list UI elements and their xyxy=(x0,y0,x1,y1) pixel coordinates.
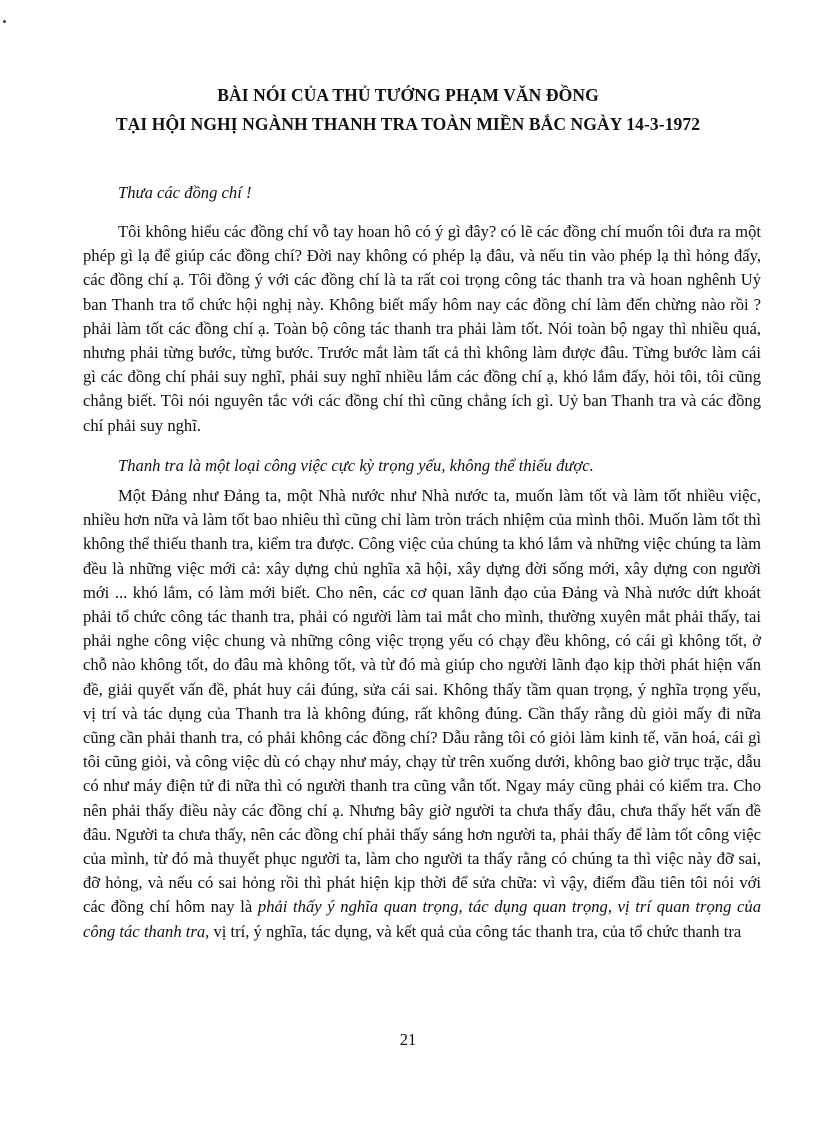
page-number: 21 xyxy=(399,1030,417,1049)
document-title-line-2: TẠI HỘI NGHỊ NGÀNH THANH TRA TOÀN MIỀN BẮC NGÀY 14-3-1972 xyxy=(115,114,701,134)
salutation: Thưa các đồng chí ! xyxy=(118,183,252,202)
paragraph-1: Tôi không hiểu các đồng chí vỗ tay hoan hô có ý gì đây? có lẽ các đồng chí muốn tôi đưa ra một phép gì lạ để giúp các đồng chí? Đời nay không có phép lạ đâu, và nếu tin vào phép lạ thì hỏng đấy, các đồng chí ạ. Tôi đồng ý với các đồng chí là ta rất coi trọng công tác thanh tra và hoan nghênh Uỷ ban Thanh tra tổ chức hội nghị này. Không biết mấy hôm nay các đồng chí làm đến chừng nào rồi ? phải làm tốt các đồng chí ạ. Toàn bộ công tác thanh tra phải làm tốt. Nói toàn bộ ngay thì nhiều quá, nhưng phải từng bước, từng bước. Trước mắt làm tất cả thì không làm được đâu. Từng bước làm cái gì các đồng chí phải suy nghĩ, phải suy nghĩ nhiều lắm các đồng chí ạ, khó lắm đấy, hỏi tôi, tôi cũng chẳng biết. Tôi nói nguyên tắc với các đồng chí thì cũng chẳng ích gì. Uỷ ban Thanh tra và các đồng chí phải suy nghĩ. xyxy=(83,222,761,435)
section-subheading: Thanh tra là một loại công việc cực kỳ trọng yếu, không thể thiếu được. xyxy=(118,456,594,475)
scan-edge-speck xyxy=(3,20,6,23)
paragraph-2-main-text: Một Đảng như Đảng ta, một Nhà nước như Nhà nước ta, muốn làm tốt và làm tốt nhiều việc, nhiều hơn nữa và làm tốt bao nhiêu thì cũng chỉ làm tròn trách nhiệm của mình thôi. Muốn làm tốt thì không thể thiếu thanh tra, kiểm tra được. Công việc của chúng ta khó lắm và những việc chúng ta làm đều là những việc mới cả: xây dựng chủ nghĩa xã hội, xây dựng đời sống mới, xây dựng con người mới ... khó lắm, có làm mới biết. Cho nên, các cơ quan lãnh đạo của Đảng và Nhà nước dứt khoát phải tổ chức công tác thanh tra, phải có người làm tai mắt cho mình, thường xuyên mắt phải thấy, tai phải nghe công việc chung và những công việc trọng yếu có chạy đều không, có cái gì không tốt, ở chỗ nào không tốt, do đâu mà không tốt, và từ đó mà giúp cho người lãnh đạo kịp thời phát hiện vấn đề, giải quyết vấn đề, phát huy cái đúng, sửa cái sai. Không thấy tầm quan trọng, ý nghĩa trọng yếu, vị trí và tác dụng của Thanh tra là không đúng, rất không đúng. Cần thấy rằng dù giỏi mấy đi nữa cũng cần phải thanh tra, có phải không các đồng chí? Dẫu rằng tôi có giỏi làm kinh tế, văn hoá, cái gì tôi cũng giỏi, và công việc dù có chạy như máy, chạy từ trên xuống dưới, không bao giờ trục trặc, dẫu có như máy điện tử đi nữa thì có người thanh tra cũng vẫn tốt. Ngay máy cũng phải có kiểm tra. Cho nên phải thấy điều này các đồng chí ạ. Nhưng bây giờ người ta chưa thấy đâu, chưa thấy hết vấn đề đâu. Người ta chưa thấy, nên các đồng chí phải thấy sáng hơn người ta, phải thấy để làm tốt công việc của mình, từ đó mà thuyết phục người ta, làm cho người ta thấy rằng có chúng ta thì việc này đỡ sai, đỡ hỏng, và nếu có sai hỏng rồi thì phát hiện kịp thời để sửa chữa: vì vậy, điểm đầu tiên tôi nói với các đồng chí hôm nay là xyxy=(83,486,761,917)
paragraph-2 xyxy=(83,484,761,944)
paragraph-2-emphasis: phải thấy ý nghĩa quan trọng, tác dụng quan trọng, vị trí quan trọng của công tác thanh tra xyxy=(83,897,761,941)
document-title-line-1: BÀI NÓI CỦA THỦ TƯỚNG PHẠM VĂN ĐỒNG xyxy=(217,85,599,105)
paragraph-2-tail: , vị trí, ý nghĩa, tác dụng, và kết quả của công tác thanh tra, của tổ chức thanh tra xyxy=(205,921,742,941)
